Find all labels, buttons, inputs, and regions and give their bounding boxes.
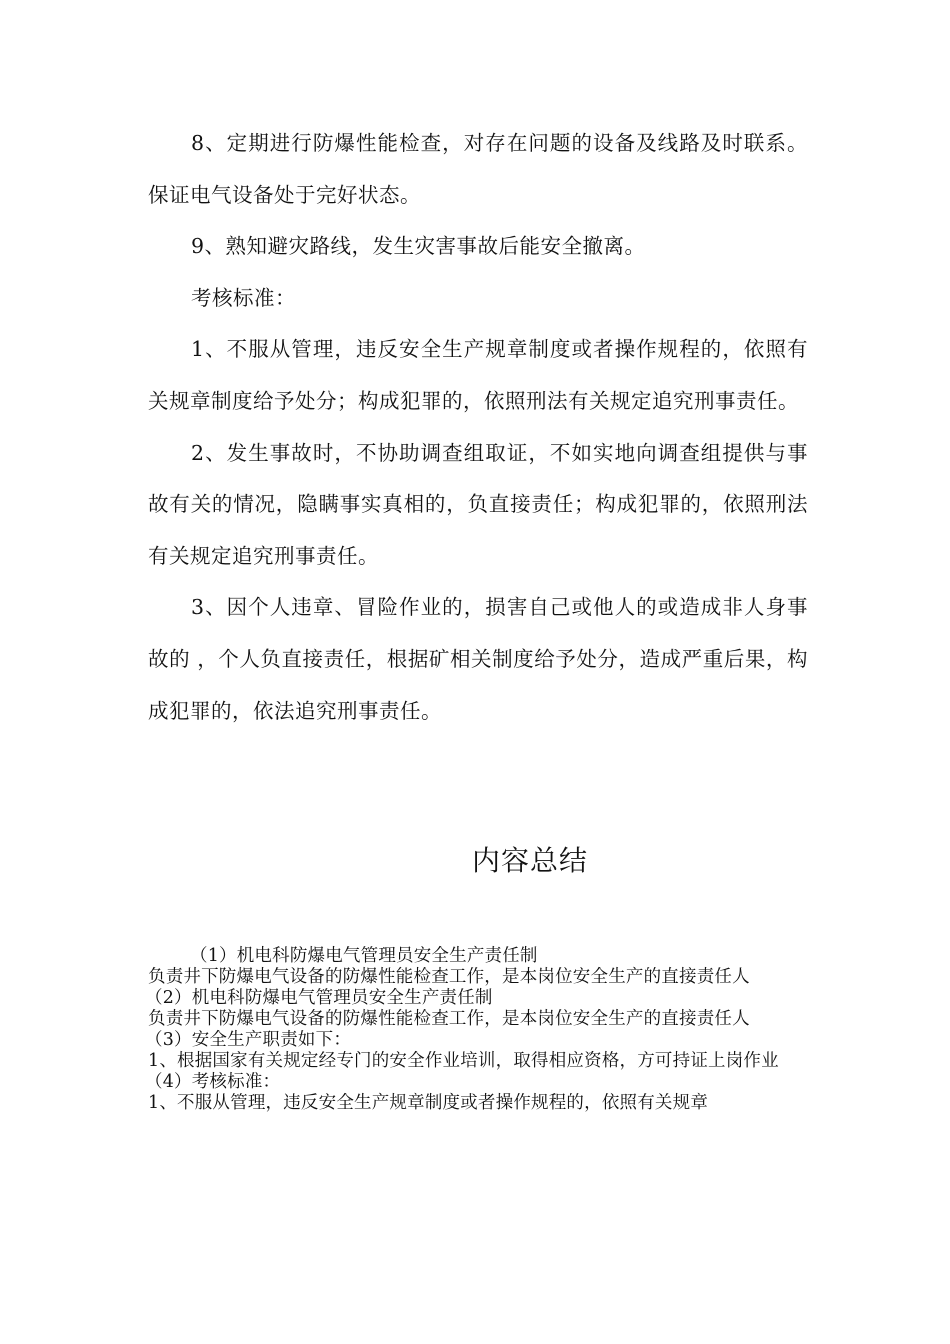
summary-line: （3）安全生产职责如下： bbox=[145, 1030, 352, 1050]
summary-line: （2）机电科防爆电气管理员安全生产责任制 bbox=[145, 988, 493, 1008]
assessment-item-1: 1、不服从管理，违反安全生产规章制度或者操作规程的，依照有关规章制度给予处分；构成犯罪的，依照刑法有关规定追究刑事责任。 bbox=[148, 337, 808, 413]
assessment-heading: 考核标准： bbox=[191, 285, 296, 310]
assessment-item-2: 2、发生事故时，不协助调查组取证，不如实地向调查组提供与事故有关的情况，隐瞒事实真相的，负直接责任；构成犯罪的，依照刑法有关规定追究刑事责任。 bbox=[148, 440, 808, 568]
summary-line: 1、根据国家有关规定经专门的安全作业培训，取得相应资格，方可持证上岗作业 bbox=[148, 1051, 779, 1071]
assessment-item-3: 3、因个人违章、冒险作业的，损害自己或他人的或造成非人身事故的 ，个人负直接责任，根据矿相关制度给予处分，造成严重后果，构成犯罪的，依法追究刑事责任。 bbox=[148, 595, 808, 723]
summary-line: （4）考核标准： bbox=[145, 1072, 281, 1092]
body-paragraph-9: 9、熟知避灾路线，发生灾害事故后能安全撤离。 bbox=[191, 234, 646, 259]
summary-line: 负责井下防爆电气设备的防爆性能检查工作，是本岗位安全生产的直接责任人 bbox=[148, 967, 750, 987]
summary-title-text: 内容总结 bbox=[471, 844, 588, 877]
summary-line: 负责井下防爆电气设备的防爆性能检查工作，是本岗位安全生产的直接责任人 bbox=[148, 1009, 750, 1029]
body-paragraph-8: 8、定期进行防爆性能检查，对存在问题的设备及线路及时联系。保证电气设备处于完好状态。 bbox=[148, 131, 808, 207]
summary-line: 1、不服从管理，违反安全生产规章制度或者操作规程的，依照有关规章 bbox=[148, 1093, 709, 1113]
body-text bbox=[148, 118, 808, 737]
summary-title bbox=[0, 841, 950, 881]
summary-line: （1）机电科防爆电气管理员安全生产责任制 bbox=[190, 946, 538, 966]
summary-section bbox=[145, 946, 810, 1114]
